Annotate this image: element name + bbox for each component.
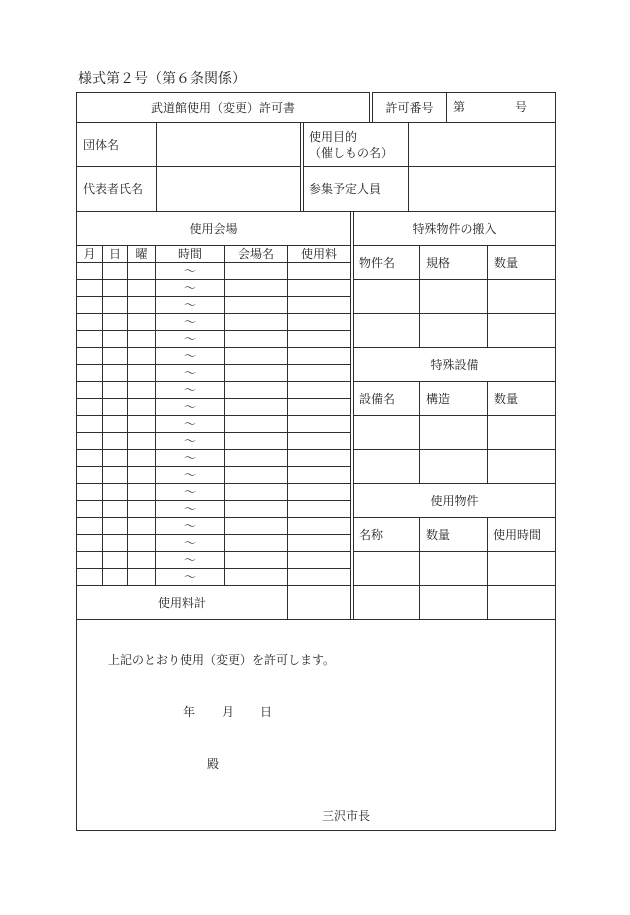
permit-number-suffix: 号	[515, 100, 528, 114]
venue-row-time-cell: 〜	[155, 347, 225, 365]
venue-row-day-cell	[102, 347, 128, 365]
special-items-cell	[419, 279, 488, 314]
venue-row-fee-cell	[287, 364, 351, 382]
venue-row-venue-name-cell	[224, 432, 288, 450]
used-items-column-usage-time: 使用時間	[487, 517, 556, 552]
venue-row-venue-name-cell	[224, 568, 288, 586]
venue-row-weekday-cell	[127, 313, 156, 331]
venue-row-weekday-cell	[127, 279, 156, 297]
venue-column-time: 時間	[155, 245, 225, 263]
venue-row-weekday-cell	[127, 330, 156, 348]
venue-row-month-cell	[76, 313, 103, 331]
special-equipment-cell	[419, 449, 488, 484]
approval-statement: 上記のとおり使用（変更）を許可します。	[108, 653, 336, 667]
venue-row-day-cell	[102, 330, 128, 348]
special-equipment-cell	[353, 449, 420, 484]
venue-row-time-cell: 〜	[155, 483, 225, 501]
venue-row-venue-name-cell	[224, 398, 288, 416]
approval-month-label: 月	[222, 705, 235, 719]
venue-row-fee-cell	[287, 313, 351, 331]
venue-row-month-cell	[76, 330, 103, 348]
venue-row-time-cell: 〜	[155, 432, 225, 450]
special-equipment-cell	[419, 415, 488, 450]
venue-row-fee-cell	[287, 449, 351, 467]
venue-row-weekday-cell	[127, 262, 156, 280]
venue-row-day-cell	[102, 466, 128, 484]
venue-row-month-cell	[76, 364, 103, 382]
venue-row-month-cell	[76, 347, 103, 365]
permit-number-field	[446, 92, 556, 123]
venue-row-month-cell	[76, 568, 103, 586]
venue-row-fee-cell	[287, 534, 351, 552]
venue-row-venue-name-cell	[224, 347, 288, 365]
venue-row-weekday-cell	[127, 483, 156, 501]
venue-row-month-cell	[76, 500, 103, 518]
venue-row-venue-name-cell	[224, 279, 288, 297]
venue-row-month-cell	[76, 483, 103, 501]
venue-column-fee: 使用料	[287, 245, 351, 263]
venue-row-time-cell: 〜	[155, 262, 225, 280]
venue-row-day-cell	[102, 500, 128, 518]
special-equipment-cell	[487, 449, 556, 484]
venue-row-weekday-cell	[127, 500, 156, 518]
venue-row-weekday-cell	[127, 364, 156, 382]
venue-row-day-cell	[102, 449, 128, 467]
venue-row-month-cell	[76, 415, 103, 433]
purpose-field	[408, 122, 556, 167]
venue-row-fee-cell	[287, 517, 351, 535]
special-equipment-column-name: 設備名	[353, 381, 420, 416]
venue-row-day-cell	[102, 432, 128, 450]
venue-row-fee-cell	[287, 347, 351, 365]
fee-total-field	[287, 585, 351, 620]
venue-row-time-cell: 〜	[155, 296, 225, 314]
venue-row-time-cell: 〜	[155, 568, 225, 586]
special-items-cell	[353, 313, 420, 348]
venue-row-time-cell: 〜	[155, 534, 225, 552]
approval-year-label: 年	[183, 705, 196, 719]
permit-number-prefix: 第	[453, 100, 466, 114]
venue-row-fee-cell	[287, 262, 351, 280]
venue-row-day-cell	[102, 517, 128, 535]
venue-row-time-cell: 〜	[155, 517, 225, 535]
used-items-cell	[487, 585, 556, 620]
used-items-title: 使用物件	[353, 483, 556, 518]
venue-row-fee-cell	[287, 415, 351, 433]
special-equipment-column-quantity: 数量	[487, 381, 556, 416]
venue-row-venue-name-cell	[224, 381, 288, 399]
special-items-cell	[419, 313, 488, 348]
venue-row-venue-name-cell	[224, 551, 288, 569]
venue-row-month-cell	[76, 466, 103, 484]
venue-row-day-cell	[102, 483, 128, 501]
venue-row-venue-name-cell	[224, 517, 288, 535]
special-items-title: 特殊物件の搬入	[353, 211, 556, 246]
used-items-cell	[487, 551, 556, 586]
issuer-name: 三沢市長	[322, 809, 371, 823]
venue-row-month-cell	[76, 381, 103, 399]
venue-row-fee-cell	[287, 296, 351, 314]
special-items-cell	[353, 279, 420, 314]
venue-row-time-cell: 〜	[155, 415, 225, 433]
group-name-label: 団体名	[76, 122, 157, 167]
used-items-cell	[419, 551, 488, 586]
venue-row-fee-cell	[287, 432, 351, 450]
venue-row-month-cell	[76, 296, 103, 314]
venue-row-day-cell	[102, 364, 128, 382]
special-items-column-spec: 規格	[419, 245, 488, 280]
venue-row-venue-name-cell	[224, 534, 288, 552]
form-title: 武道館使用（変更）許可書	[76, 92, 370, 123]
fee-total-label: 使用料計	[76, 585, 288, 620]
venue-row-venue-name-cell	[224, 500, 288, 518]
venue-row-weekday-cell	[127, 517, 156, 535]
special-items-column-quantity: 数量	[487, 245, 556, 280]
venue-row-fee-cell	[287, 381, 351, 399]
venue-row-weekday-cell	[127, 449, 156, 467]
venue-column-month: 月	[76, 245, 103, 263]
venue-row-weekday-cell	[127, 296, 156, 314]
venue-row-venue-name-cell	[224, 466, 288, 484]
venue-row-venue-name-cell	[224, 296, 288, 314]
venue-row-venue-name-cell	[224, 330, 288, 348]
purpose-label-line2: （催しもの名）	[309, 145, 394, 160]
permit-number-label: 許可番号	[372, 92, 447, 123]
venue-row-venue-name-cell	[224, 313, 288, 331]
attendees-field	[408, 166, 556, 212]
special-equipment-cell	[353, 415, 420, 450]
venue-row-time-cell: 〜	[155, 364, 225, 382]
representative-field	[156, 166, 301, 212]
venue-row-time-cell: 〜	[155, 449, 225, 467]
special-items-cell	[487, 313, 556, 348]
venue-row-month-cell	[76, 262, 103, 280]
venue-row-time-cell: 〜	[155, 330, 225, 348]
approval-day-label: 日	[260, 705, 273, 719]
venue-row-fee-cell	[287, 279, 351, 297]
used-items-column-quantity: 数量	[419, 517, 488, 552]
representative-label: 代表者氏名	[76, 166, 157, 212]
venue-row-month-cell	[76, 398, 103, 416]
venue-row-fee-cell	[287, 551, 351, 569]
venue-row-month-cell	[76, 449, 103, 467]
venue-row-venue-name-cell	[224, 415, 288, 433]
used-items-cell	[353, 551, 420, 586]
venue-row-month-cell	[76, 432, 103, 450]
used-items-cell	[353, 585, 420, 620]
venue-row-fee-cell	[287, 330, 351, 348]
venue-row-weekday-cell	[127, 432, 156, 450]
venue-row-weekday-cell	[127, 466, 156, 484]
venue-row-day-cell	[102, 398, 128, 416]
venue-row-time-cell: 〜	[155, 466, 225, 484]
venue-section-title: 使用会場	[76, 211, 351, 246]
venue-row-fee-cell	[287, 466, 351, 484]
venue-row-weekday-cell	[127, 568, 156, 586]
venue-row-fee-cell	[287, 398, 351, 416]
venue-row-fee-cell	[287, 568, 351, 586]
venue-row-time-cell: 〜	[155, 500, 225, 518]
venue-row-weekday-cell	[127, 534, 156, 552]
approval-section	[76, 619, 556, 831]
venue-row-day-cell	[102, 313, 128, 331]
venue-row-day-cell	[102, 551, 128, 569]
venue-column-day: 日	[102, 245, 128, 263]
venue-row-venue-name-cell	[224, 449, 288, 467]
used-items-cell	[419, 585, 488, 620]
group-name-field	[156, 122, 301, 167]
purpose-label	[303, 122, 409, 167]
venue-row-month-cell	[76, 551, 103, 569]
addressee-suffix: 殿	[207, 757, 220, 771]
venue-row-time-cell: 〜	[155, 551, 225, 569]
venue-row-time-cell: 〜	[155, 398, 225, 416]
venue-row-fee-cell	[287, 500, 351, 518]
venue-row-day-cell	[102, 296, 128, 314]
venue-row-month-cell	[76, 534, 103, 552]
venue-column-weekday: 曜	[127, 245, 156, 263]
special-items-cell	[487, 279, 556, 314]
used-items-column-name: 名称	[353, 517, 420, 552]
venue-row-month-cell	[76, 279, 103, 297]
venue-row-time-cell: 〜	[155, 381, 225, 399]
venue-row-time-cell: 〜	[155, 279, 225, 297]
venue-row-day-cell	[102, 568, 128, 586]
venue-row-day-cell	[102, 415, 128, 433]
venue-row-weekday-cell	[127, 398, 156, 416]
special-equipment-title: 特殊設備	[353, 347, 556, 382]
venue-row-month-cell	[76, 517, 103, 535]
special-equipment-cell	[487, 415, 556, 450]
venue-row-venue-name-cell	[224, 262, 288, 280]
venue-row-weekday-cell	[127, 381, 156, 399]
form-number-label: 様式第２号（第６条関係）	[78, 71, 246, 87]
venue-row-venue-name-cell	[224, 483, 288, 501]
venue-column-venue-name: 会場名	[224, 245, 288, 263]
venue-row-day-cell	[102, 279, 128, 297]
special-items-column-name: 物件名	[353, 245, 420, 280]
venue-row-day-cell	[102, 262, 128, 280]
venue-row-fee-cell	[287, 483, 351, 501]
attendees-label: 参集予定人員	[303, 166, 409, 212]
purpose-label-line1: 使用目的	[309, 129, 358, 144]
venue-row-time-cell: 〜	[155, 313, 225, 331]
venue-row-weekday-cell	[127, 415, 156, 433]
venue-row-day-cell	[102, 534, 128, 552]
venue-row-weekday-cell	[127, 347, 156, 365]
venue-row-day-cell	[102, 381, 128, 399]
venue-row-weekday-cell	[127, 551, 156, 569]
special-equipment-column-structure: 構造	[419, 381, 488, 416]
venue-row-venue-name-cell	[224, 364, 288, 382]
